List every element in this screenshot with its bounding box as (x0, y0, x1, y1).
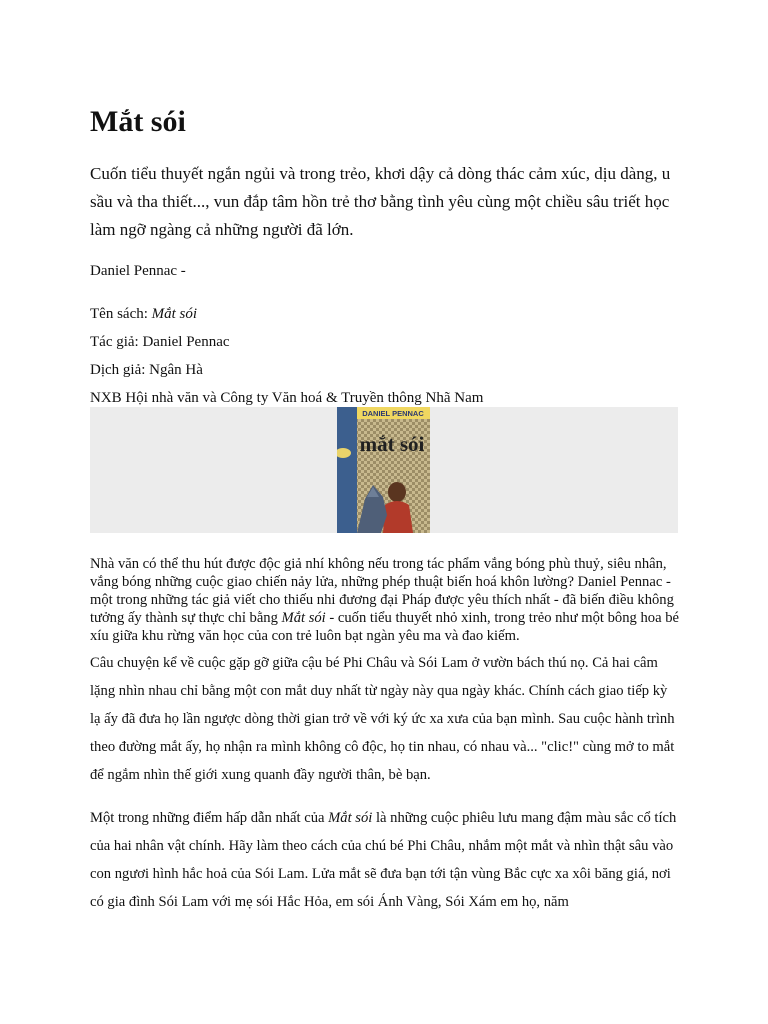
paragraph-3-text-a: Một trong những điểm hấp dẫn nhất của (90, 810, 329, 826)
book-title-label: Tên sách: (90, 306, 152, 322)
cover-author-text: DANIEL PENNAC (362, 409, 424, 418)
book-cover-image (337, 407, 430, 533)
translator-line: Dịch giả: Ngân Hà (90, 362, 203, 378)
book-title-line (90, 304, 197, 324)
publisher-line: NXB Hội nhà văn và Công ty Văn hoá & Truyền thông Nhã Nam (90, 390, 484, 406)
paragraph-1-text-b: - cuốn tiểu thuyết nhỏ xinh, trong trẻo như một bông hoa bé xíu giữa khu rừng văn học của con trẻ luôn bạt ngàn yêu ma và đao kiếm. (90, 610, 679, 644)
book-title-value: Mắt sói (151, 306, 198, 322)
author-line: Daniel Pennac - (90, 263, 186, 279)
paragraph-1-emphasis: Mắt sói (281, 610, 326, 626)
cover-figure (90, 407, 678, 533)
page-title: Mắt sói (90, 105, 186, 138)
paragraph-2: Câu chuyện kể về cuộc gặp gỡ giữa cậu bé Phi Châu và Sói Lam ở vườn bách thú nọ. Cả hai câm lặng nhìn nhau chỉ bằng một con mắt duy nhất từ ngày này qua ngày khác. Chính cách giao tiếp kỳ lạ ấy đã đưa họ lần ngược dòng thời gian trở về với ký ức xa xưa của bạn mình. Sau cuộc hành trình theo đường mắt ấy, họ nhận ra mình không cô độc, họ tin nhau, có nhau và... "clic!" cùng mở to mắt để ngắm nhìn thế giới xung quanh đầy người thân, bè bạn. (90, 655, 675, 783)
author-detail-line: Tác giả: Daniel Pennac (90, 334, 230, 350)
paragraph-1 (90, 555, 680, 645)
paragraph-3 (90, 804, 680, 916)
paragraph-3-emphasis: Mắt sói (328, 810, 373, 826)
cover-title-text: mắt sói (359, 432, 425, 456)
intro-paragraph: Cuốn tiểu thuyết ngắn ngủi và trong trẻo, khơi dậy cả dòng thác cảm xúc, dịu dàng, u sầu và tha thiết..., vun đắp tâm hồn trẻ thơ bằng tình yêu cùng một chiều sâu triết học làm ngỡ ngàng cả những người đã lớn. (90, 164, 671, 239)
paragraph-3-text-b: là những cuộc phiêu lưu mang đậm màu sắc cổ tích của hai nhân vật chính. Hãy làm theo cách của chú bé Phi Châu, nhắm một mắt và nhìn thật sâu vào con ngươi hình hắc hoả của Sói Lam. Lửa mắt sẽ đưa bạn tới tận vùng Bắc cực xa xôi băng giá, nơi có gia đình Sói Lam với mẹ sói Hắc Hỏa, em sói Ánh Vàng, Sói Xám em họ, năm (90, 810, 677, 910)
paragraph-1-text-a: Nhà văn có thể thu hút được độc giả nhí không nếu trong tác phẩm vắng bóng phù thuỷ, siêu nhân, vắng bóng những cuộc giao chiến nảy lửa, những phép thuật biến hoá khôn lường? Daniel Pennac - một trong những tác giả viết cho thiếu nhi đương đại Pháp được yêu thích nhất - đã biến điều không tưởng ấy thành sự thực chỉ bằng (90, 556, 674, 626)
